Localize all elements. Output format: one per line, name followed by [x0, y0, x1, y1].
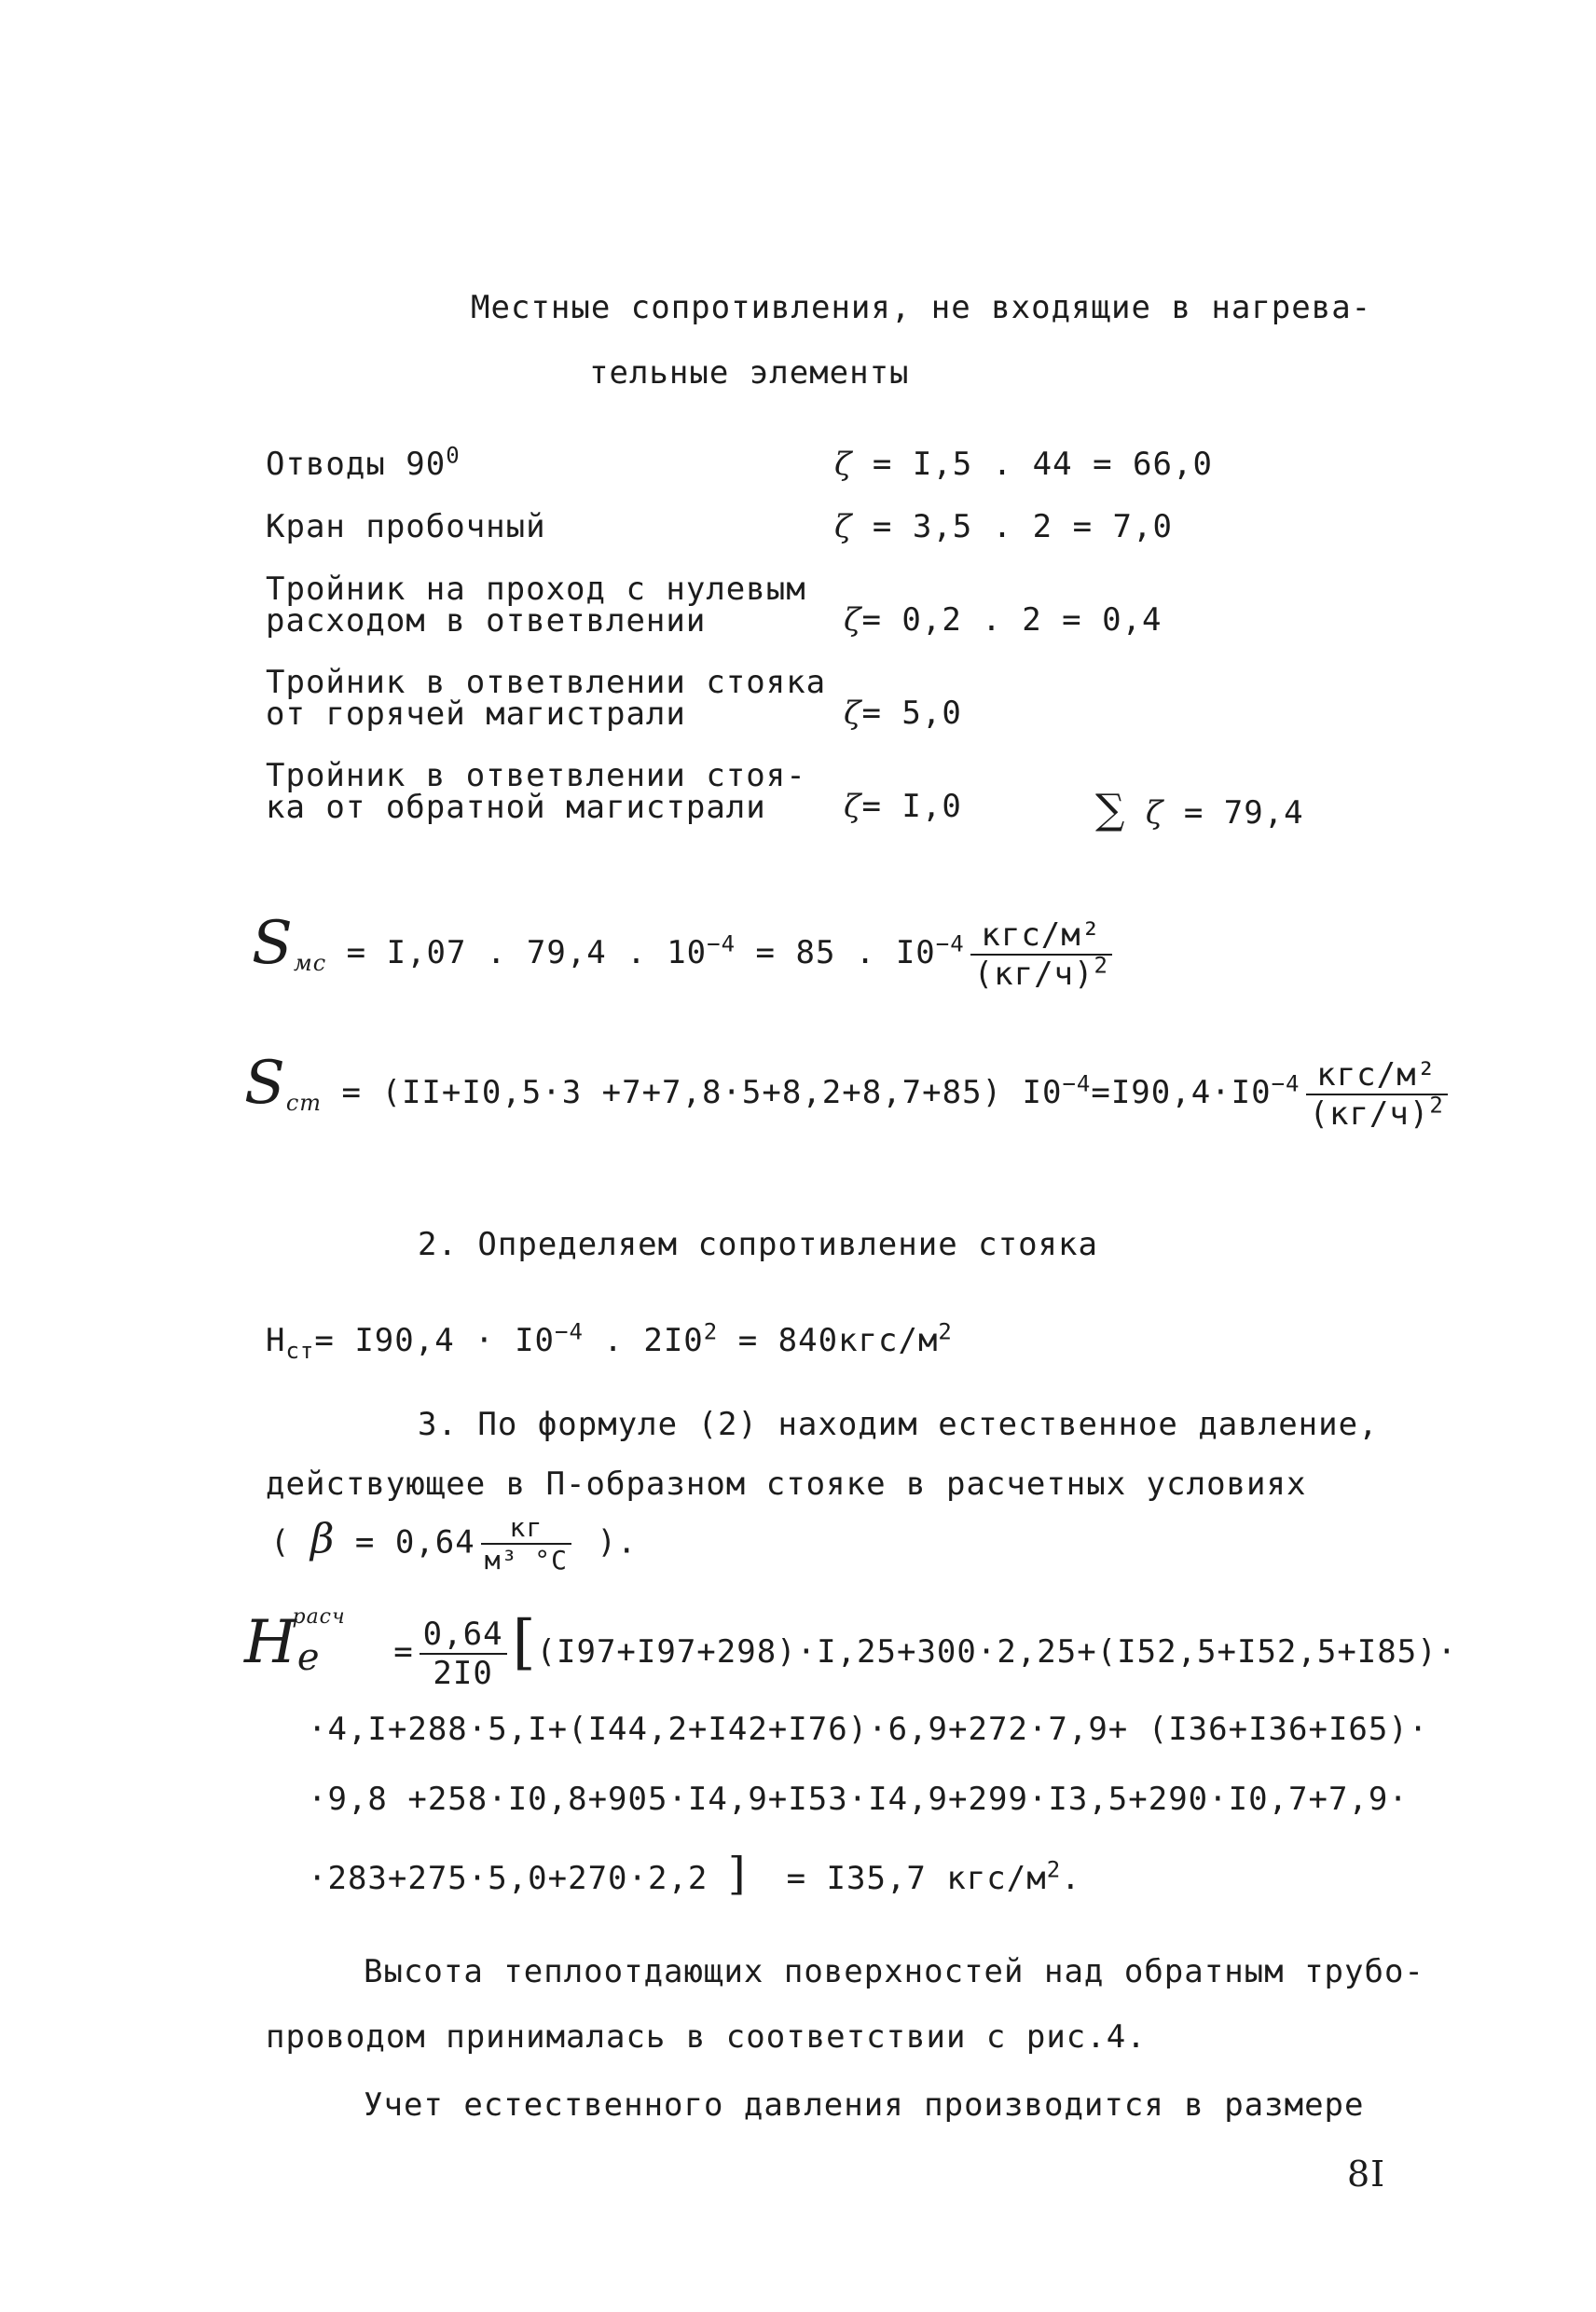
resistance-name-troinik-goryachei: Тройник в ответвлении стояка: [266, 664, 827, 701]
formula-he-line-2: ·4,I+288·5,I+(I44,2+I42+I76)·6,9+272·7,9+ (I36+I36+I65)·: [308, 1711, 1429, 1748]
zeta-symbol: ζ: [844, 601, 862, 639]
formula-he-line-4: ·283+275·5,0+270·2,2 ] = I35,7 кгс/$м^2$.: [308, 1848, 1081, 1900]
formula-h-ct: $H_{ст}= I90,4 \cdot I0^{-4}$ . $2I0^2 = 840кгс/м^2$: [266, 1318, 953, 1364]
step-3-line-1: 3. По формуле (2) находим естественное давление,: [418, 1406, 1379, 1443]
unit-fraction: $\frac{\text{кгс/м²}}{(кг/ч)^2}$: [970, 916, 1112, 993]
resistance-name-troinik-goryachei-2: от горячей магистрали: [266, 695, 686, 733]
resistance-formula-troinik-obratnoi: ζ= I,0: [844, 788, 962, 825]
paragraph-1-line-1: Высота теплоотдающих поверхностей над обратным трубо-: [364, 1953, 1424, 1990]
beta-unit-fraction: $\frac{кг}{\text{м³ °С}}$: [481, 1512, 571, 1576]
he-symbol: H: [244, 1608, 297, 1677]
resistance-formula-troinik-goryachei: ζ= 5,0: [844, 695, 962, 732]
formula-he: $H_e^{расч}$ = $\frac{0,64}{2I0}$ [(I97+I97+298)·I,25+300·2,25+(I52,5+I52,5+I85)·: [244, 1604, 1458, 1692]
paragraph-2: Учет естественного давления производится в размере: [364, 2086, 1365, 2124]
step-2-heading: 2. Определяем сопротивление стояка: [418, 1226, 1098, 1263]
step-3-line-2: действующее в П-образном стояке в расчетных условиях: [266, 1466, 1307, 1503]
zeta-symbol: ζ: [844, 695, 862, 732]
sum-symbol: ∑: [1095, 786, 1126, 833]
unit-fraction: $\frac{\text{кгс/м²}}{(кг/ч)^2}$: [1306, 1056, 1448, 1133]
resistance-formula-troinik-prokhod: ζ= 0,2 . 2 = 0,4: [844, 601, 1163, 639]
resistance-name-otvody: Отводы $90^0$: [266, 442, 461, 483]
formula-s-ct: $S_{ст} = (II+I0,5\cdot 3 +7+7,8\cdot 5+8,2+8,7+85)$ $I0^{-4}=I90,4\cdot I0^{-4}$ $\frac{\text{кгс/м²}}{(кг/ч)^2}$: [244, 1049, 1453, 1133]
s-symbol: S: [244, 1049, 286, 1118]
resistance-formula-otvody: ζ = I,5 . 44 = 66,0: [834, 446, 1213, 483]
s-symbol: S: [252, 909, 294, 978]
beta-definition: ( β = 0,64 $\frac{кг}{\text{м³ °С}}$ ).: [270, 1512, 638, 1576]
zeta-symbol: ζ: [1145, 794, 1164, 832]
zeta-symbol: ζ: [844, 788, 862, 825]
resistance-sum: ∑ ζ = 79,4: [1095, 786, 1304, 833]
resistance-name-troinik-prokhod-2: расходом в ответвлении: [266, 602, 707, 640]
resistance-name-troinik-obratnoi-2: ка от обратной магистрали: [266, 789, 766, 826]
paragraph-1-line-2: проводом принималась в соответствии с рис.4.: [266, 2018, 1147, 2056]
zeta-symbol: ζ: [834, 508, 853, 545]
resistance-name-troinik-obratnoi: Тройник в ответвлении стоя-: [266, 757, 806, 794]
zeta-symbol: ζ: [834, 446, 853, 483]
he-fraction: $\frac{0,64}{2I0}$: [420, 1616, 507, 1692]
resistance-formula-kran: ζ = 3,5 . 2 = 7,0: [834, 508, 1173, 545]
resistance-name-kran: Кран пробочный: [266, 508, 546, 545]
close-bracket: ]: [727, 1848, 747, 1900]
formula-he-line-3: ·9,8 +258·I0,8+905·I4,9+I53·I4,9+299·I3,5+290·I0,7+7,9·: [308, 1781, 1409, 1818]
page-number: 8I: [1347, 2154, 1386, 2195]
formula-s-mc: $S_{мс} = I,07$ . 79,4 . $10^{-4} = 85$ . $I0^{-4}$ $\frac{\text{кгс/м²}}{(кг/ч)^2}$: [252, 909, 1118, 993]
open-bracket: [: [512, 1608, 537, 1677]
beta-symbol: β: [310, 1515, 336, 1563]
resistance-name-troinik-prokhod: Тройник на проход с нулевым: [266, 571, 806, 608]
heading-line-2: тельные элементы: [589, 354, 910, 392]
heading-line-1: Местные сопротивления, не входящие в нагрева-: [471, 289, 1372, 326]
